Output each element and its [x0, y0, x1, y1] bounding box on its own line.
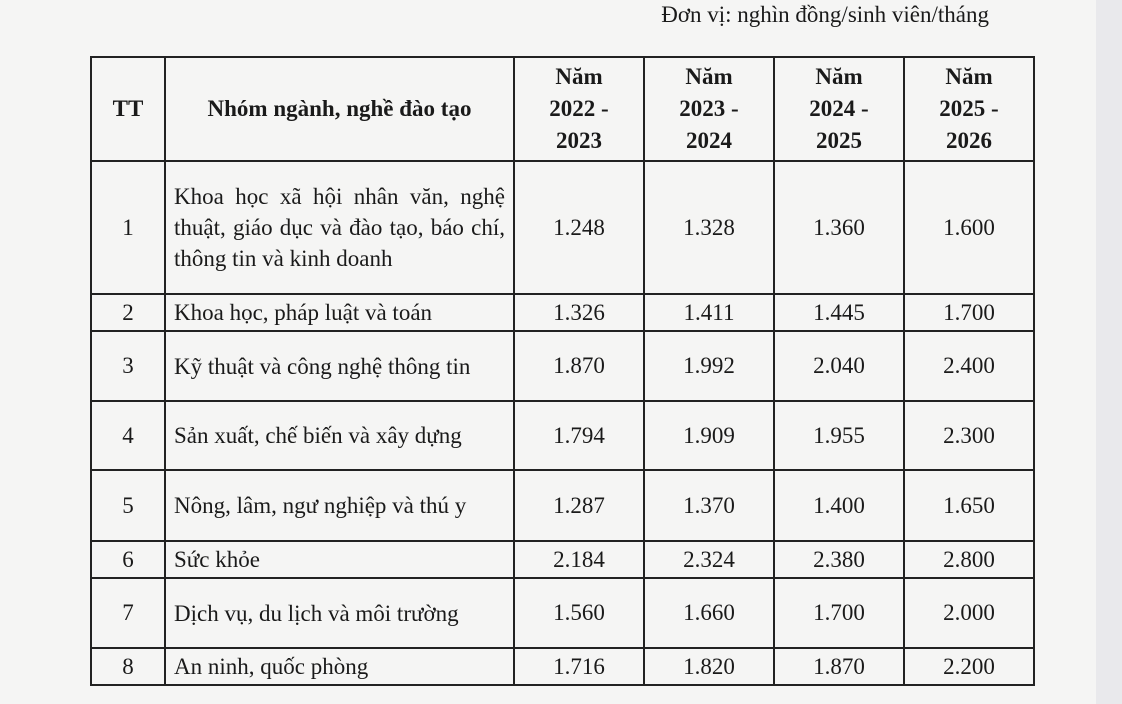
value-2023-2024: 1.992 [644, 331, 774, 401]
header-year-3 [774, 57, 904, 161]
value-2025-2026: 1.650 [904, 470, 1034, 541]
header-year-2 [644, 57, 774, 161]
tuition-table [90, 56, 1035, 686]
header-year-1 [514, 57, 644, 161]
value-2023-2024: 1.328 [644, 161, 774, 294]
row-group-name: Kỹ thuật và công nghệ thông tin [165, 331, 514, 401]
value-2024-2025: 1.700 [774, 578, 904, 648]
value-2023-2024: 1.370 [644, 470, 774, 541]
value-2022-2023: 1.716 [514, 648, 644, 685]
value-2023-2024: 1.411 [644, 294, 774, 331]
table-row [91, 161, 1034, 294]
value-2025-2026: 2.000 [904, 578, 1034, 648]
row-number: 4 [91, 401, 165, 470]
header-year-label: Năm [685, 64, 733, 89]
value-2023-2024: 2.324 [644, 541, 774, 578]
table-row [91, 331, 1034, 401]
header-year-end: 2023 [556, 128, 602, 153]
header-year-label: Năm [945, 64, 993, 89]
header-year-end: 2025 [816, 128, 862, 153]
header-year-start: 2022 - [549, 96, 609, 121]
row-number: 1 [91, 161, 165, 294]
row-number: 5 [91, 470, 165, 541]
table-header-row [91, 57, 1034, 161]
header-year-end: 2024 [686, 128, 732, 153]
value-2025-2026: 2.400 [904, 331, 1034, 401]
value-2025-2026: 2.800 [904, 541, 1034, 578]
value-2024-2025: 2.380 [774, 541, 904, 578]
value-2025-2026: 2.200 [904, 648, 1034, 685]
row-number: 3 [91, 331, 165, 401]
header-year-label: Năm [555, 64, 603, 89]
table-row [91, 470, 1034, 541]
row-number: 7 [91, 578, 165, 648]
value-2025-2026: 1.600 [904, 161, 1034, 294]
table-row [91, 578, 1034, 648]
row-number: 8 [91, 648, 165, 685]
value-2024-2025: 1.445 [774, 294, 904, 331]
row-group-name: Khoa học, pháp luật và toán [165, 294, 514, 331]
value-2023-2024: 1.660 [644, 578, 774, 648]
row-number: 2 [91, 294, 165, 331]
value-2024-2025: 1.955 [774, 401, 904, 470]
header-year-start: 2024 - [809, 96, 869, 121]
value-2022-2023: 1.560 [514, 578, 644, 648]
value-2024-2025: 1.360 [774, 161, 904, 294]
row-group-name: An ninh, quốc phòng [165, 648, 514, 685]
value-2022-2023: 1.287 [514, 470, 644, 541]
table-row [91, 401, 1034, 470]
value-2023-2024: 1.909 [644, 401, 774, 470]
header-group: Nhóm ngành, nghề đào tạo [165, 57, 514, 161]
value-2022-2023: 1.794 [514, 401, 644, 470]
scrollbar-track[interactable] [1096, 0, 1122, 704]
value-2025-2026: 2.300 [904, 401, 1034, 470]
header-year-4 [904, 57, 1034, 161]
value-2022-2023: 1.326 [514, 294, 644, 331]
value-2022-2023: 1.248 [514, 161, 644, 294]
row-group-name: Dịch vụ, du lịch và môi trường [165, 578, 514, 648]
value-2023-2024: 1.820 [644, 648, 774, 685]
value-2025-2026: 1.700 [904, 294, 1034, 331]
table-row [91, 541, 1034, 578]
header-year-start: 2023 - [679, 96, 739, 121]
table-row [91, 648, 1034, 685]
header-year-label: Năm [815, 64, 863, 89]
header-year-end: 2026 [946, 128, 992, 153]
value-2024-2025: 1.400 [774, 470, 904, 541]
row-number: 6 [91, 541, 165, 578]
value-2022-2023: 2.184 [514, 541, 644, 578]
table-row [91, 294, 1034, 331]
row-group-name: Nông, lâm, ngư nghiệp và thú y [165, 470, 514, 541]
value-2024-2025: 1.870 [774, 648, 904, 685]
value-2024-2025: 2.040 [774, 331, 904, 401]
row-group-name: Sản xuất, chế biến và xây dựng [165, 401, 514, 470]
header-year-start: 2025 - [939, 96, 999, 121]
row-group-name: Khoa học xã hội nhân văn, nghệ thuật, giáo dục và đào tạo, báo chí, thông tin và kinh doanh [165, 161, 514, 294]
header-tt: TT [91, 57, 165, 161]
value-2022-2023: 1.870 [514, 331, 644, 401]
row-group-name: Sức khỏe [165, 541, 514, 578]
unit-note: Đơn vị: nghìn đồng/sinh viên/tháng [661, 2, 989, 27]
